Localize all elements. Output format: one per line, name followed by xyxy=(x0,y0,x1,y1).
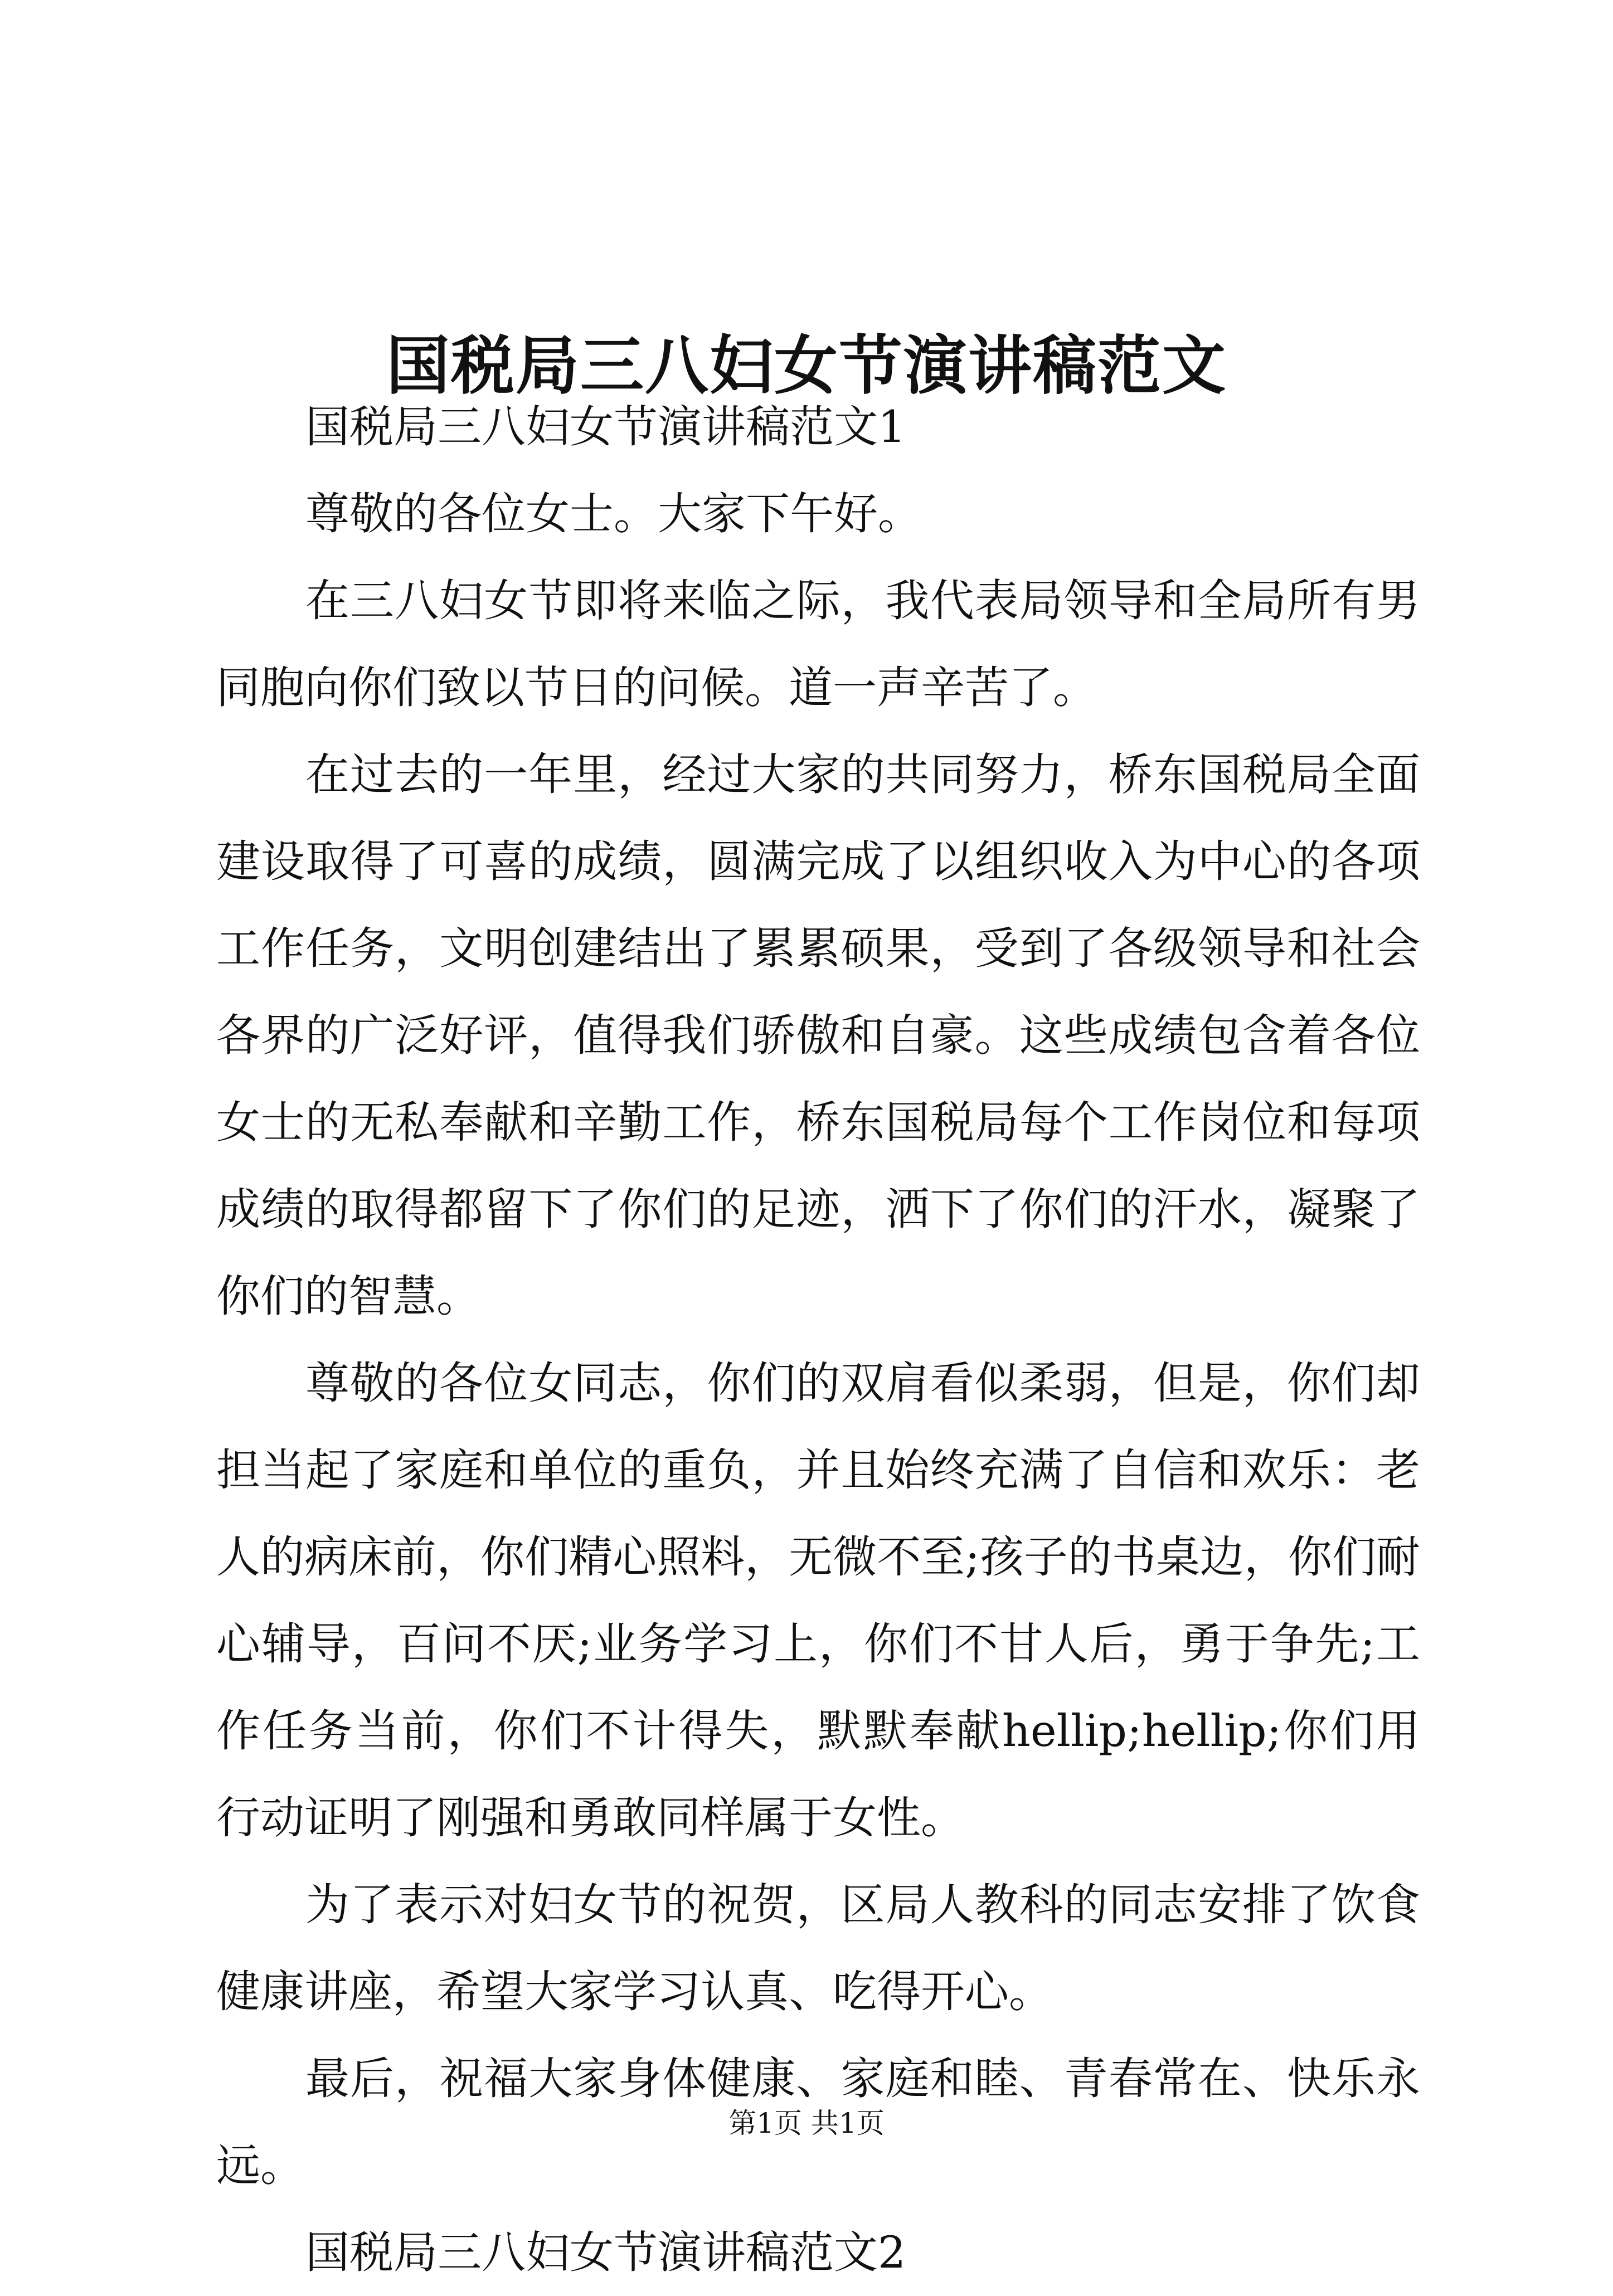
document-body xyxy=(216,383,1420,2296)
section-heading-1: 国税局三八妇女节演讲稿范文1 xyxy=(305,401,906,453)
document-title: 国税局三八妇女节演讲稿范文 xyxy=(386,328,1227,403)
body-paragraph: 为了表示对妇女节的祝贺，区局人教科的同志安排了饮食健康讲座，希望大家学习认真、吃得开心。 xyxy=(216,1879,1420,2017)
page-footer: 第1页 共1页 xyxy=(728,2107,885,2139)
body-paragraph: 在三八妇女节即将来临之际，我代表局领导和全局所有男同胞向你们致以节日的问候。道一声辛苦了。 xyxy=(216,575,1420,713)
closing-paragraph: 最后，祝福大家身体健康、家庭和睦、青春常在、快乐永远。 xyxy=(216,2053,1420,2191)
body-paragraph: 尊敬的各位女同志，你们的双肩看似柔弱，但是，你们却担当起了家庭和单位的重负，并且始终充满了自信和欢乐：老人的病床前，你们精心照料，无微不至;孩子的书桌边，你们耐心辅导，百问不厌;业务学习上，你们不甘人后，勇于争先;工作任务当前，你们不计得失，默默奉献hellip;hellip;你们用行动证明了刚强和勇敢同样属于女性。 xyxy=(216,1358,1420,1843)
body-paragraph: 在过去的一年里，经过大家的共同努力，桥东国税局全面建设取得了可喜的成绩，圆满完成了以组织收入为中心的各项工作任务，文明创建结出了累累硕果，受到了各级领导和社会各界的广泛好评，值得我们骄傲和自豪。这些成绩包含着各位女士的无私奉献和辛勤工作，桥东国税局每个工作岗位和每项成绩的取得都留下了你们的足迹，洒下了你们的汗水，凝聚了你们的智慧。 xyxy=(216,749,1420,1322)
section-heading-2: 国税局三八妇女节演讲稿范文2 xyxy=(305,2227,906,2278)
greeting-paragraph: 尊敬的各位女士。大家下午好。 xyxy=(305,488,922,539)
